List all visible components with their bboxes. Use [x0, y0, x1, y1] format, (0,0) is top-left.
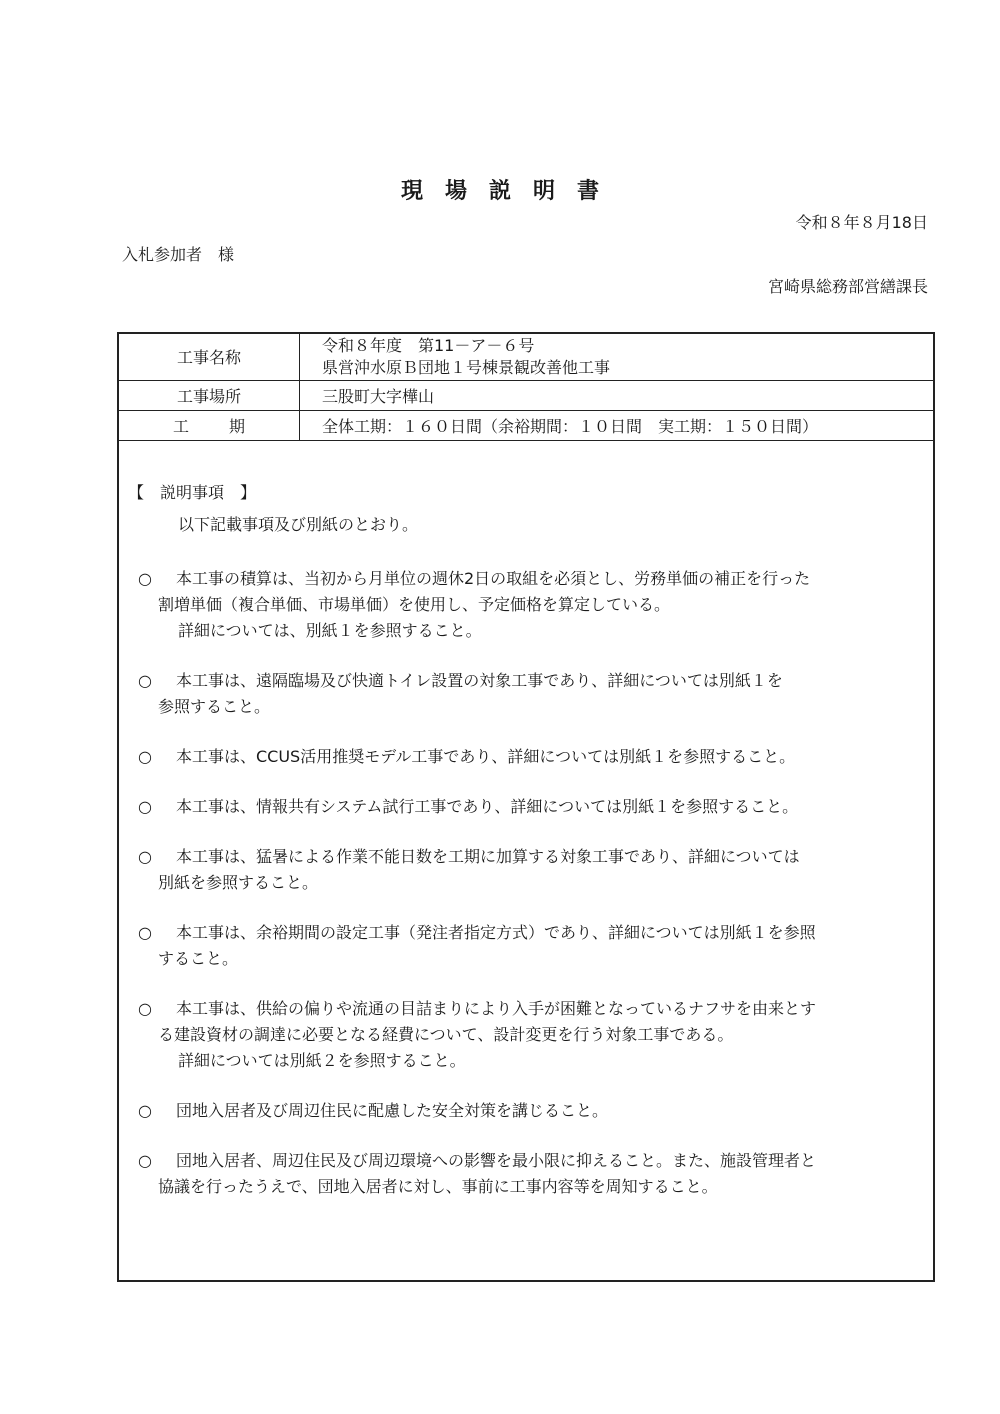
location-label: 工事場所 [119, 380, 300, 410]
circle-bullet-icon: ○ [138, 671, 152, 690]
table-row-period [119, 410, 933, 440]
list-item [138, 744, 924, 770]
item-text-cont: 協議を行ったうえで、団地入居者に対し、事前に工事内容等を周知すること。 [158, 1177, 718, 1196]
explanation-list [138, 566, 924, 1224]
project-name-line2: 県営沖水原Ｂ団地１号棟景観改善他工事 [322, 357, 611, 377]
period-label-b: 期 [229, 416, 246, 436]
document-title [0, 174, 1000, 205]
project-name-label: 工事名称 [119, 334, 300, 380]
period-label [119, 410, 300, 440]
item-text: 団地入居者、周辺住民及び周辺環境への影響を最小限に抑えること。また、施設管理者と [176, 1151, 817, 1170]
section-heading: 【 説明事項 】 [128, 483, 257, 502]
list-item [138, 844, 924, 896]
circle-bullet-icon: ○ [138, 569, 152, 588]
period-value: 全体工期：１６０日間（余裕期間：１０日間 実工期：１５０日間） [300, 410, 934, 440]
circle-bullet-icon: ○ [138, 1151, 152, 1170]
list-item [138, 566, 924, 644]
item-text-cont: 参照すること。 [158, 697, 271, 716]
title-char: 場 [444, 179, 467, 204]
project-info-table [119, 334, 933, 441]
title-char: 説 [488, 179, 511, 204]
item-text: 本工事は、遠隔臨場及び快適トイレ設置の対象工事であり、詳細については別紙１を [176, 671, 783, 690]
item-text: 本工事は、CCUS活用推奨モデル工事であり、詳細については別紙１を参照すること。 [176, 747, 796, 766]
list-item [138, 1098, 924, 1124]
circle-bullet-icon: ○ [138, 847, 152, 866]
location-value: 三股町大字樺山 [300, 380, 934, 410]
item-text: 団地入居者及び周辺住民に配慮した安全対策を講じること。 [176, 1101, 609, 1120]
item-text: 本工事は、情報共有システム試行工事であり、詳細については別紙１を参照すること。 [176, 797, 799, 816]
item-note: 詳細については別紙２を参照すること。 [178, 1051, 466, 1070]
item-text: 本工事は、余裕期間の設定工事（発注者指定方式）であり、詳細については別紙１を参照 [176, 923, 816, 942]
section-intro: 以下記載事項及び別紙のとおり。 [178, 515, 419, 534]
item-text-cont: る建設資材の調達に必要となる経費について、設計変更を行う対象工事である。 [158, 1025, 734, 1044]
circle-bullet-icon: ○ [138, 797, 152, 816]
table-row-location [119, 380, 933, 410]
addressee: 入札参加者 様 [122, 245, 235, 264]
item-text-cont: すること。 [158, 949, 239, 968]
period-label-a: 工 [172, 416, 189, 436]
item-text-cont: 別紙を参照すること。 [158, 873, 319, 892]
project-name-line1: 令和８年度 第11－ア－６号 [322, 335, 535, 355]
title-char: 現 [400, 179, 423, 204]
item-note: 詳細については、別紙１を参照すること。 [178, 621, 482, 640]
list-item [138, 920, 924, 972]
circle-bullet-icon: ○ [138, 1101, 152, 1120]
issuer: 宮崎県総務部営繕課長 [767, 277, 928, 296]
title-char: 明 [533, 179, 556, 204]
circle-bullet-icon: ○ [138, 999, 152, 1018]
table-row-project-name [119, 334, 933, 380]
list-item [138, 1148, 924, 1200]
issue-date: 令和８年８月18日 [795, 213, 928, 232]
title-char: 書 [577, 179, 600, 204]
item-text-cont: 割増単価（複合単価、市場単価）を使用し、予定価格を算定している。 [158, 595, 671, 614]
list-item [138, 996, 924, 1074]
list-item [138, 668, 924, 720]
item-text: 本工事は、猛暑による作業不能日数を工期に加算する対象工事であり、詳細については [176, 847, 800, 866]
circle-bullet-icon: ○ [138, 747, 152, 766]
project-name-value [300, 334, 934, 380]
circle-bullet-icon: ○ [138, 923, 152, 942]
list-item [138, 794, 924, 820]
item-text: 本工事は、供給の偏りや流通の目詰まりにより入手が困難となっているナフサを由来とす [176, 999, 817, 1018]
item-text: 本工事の積算は、当初から月単位の週休2日の取組を必須とし、労務単価の補正を行った [176, 569, 811, 588]
